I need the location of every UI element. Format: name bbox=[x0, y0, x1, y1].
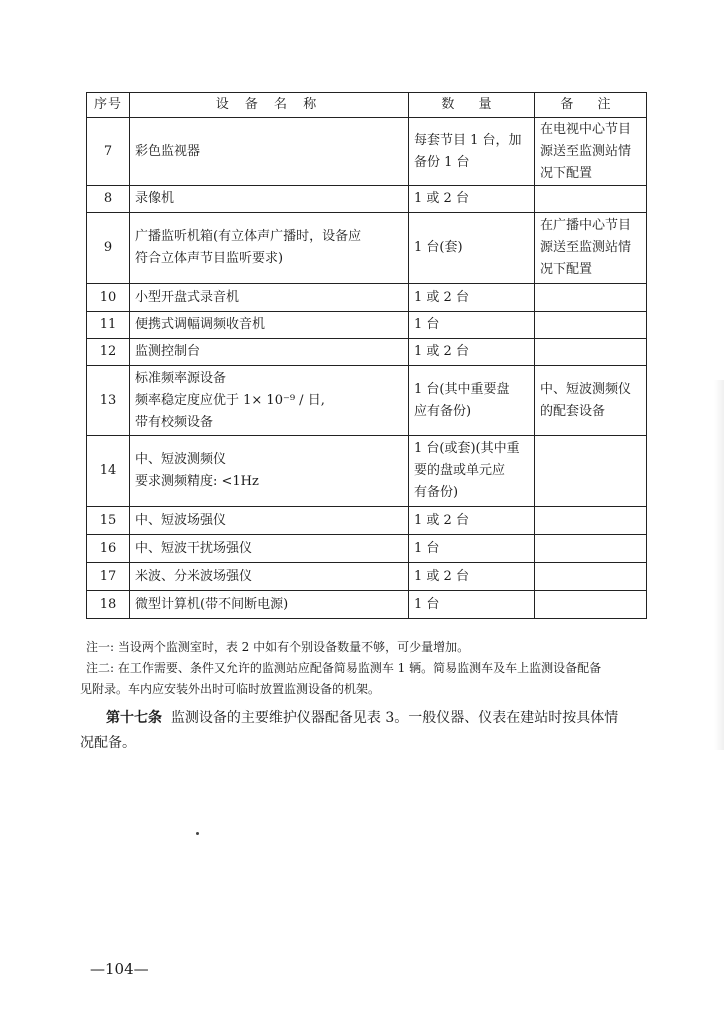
quantity-line: 1 或 2 台 bbox=[414, 289, 469, 305]
row-number: 13 bbox=[87, 366, 130, 436]
table-row bbox=[87, 339, 647, 366]
quantity bbox=[409, 366, 535, 436]
equipment-name bbox=[130, 339, 409, 366]
quantity-line: 1 或 2 台 bbox=[414, 191, 469, 206]
table-row bbox=[87, 507, 647, 535]
article-body: 监测设备的主要维护仪器配备见表 3。一般仪器、仪表在建站时按具体情 bbox=[170, 710, 619, 726]
remark bbox=[535, 186, 647, 213]
table-row bbox=[87, 436, 647, 507]
equipment-name-line: 监测控制台 bbox=[135, 344, 201, 359]
equipment-name-line: 带有校频设备 bbox=[135, 414, 214, 430]
remark-line: 源送至监测站情 bbox=[540, 143, 632, 159]
article-17 bbox=[80, 706, 652, 756]
quantity-line: 1 台(或套)(其中重 bbox=[414, 441, 520, 456]
equipment-name bbox=[130, 366, 409, 436]
equipment-name-line: 广播监听机箱(有立体声广播时，设备应 bbox=[135, 229, 362, 244]
remark bbox=[535, 312, 647, 339]
row-number: 17 bbox=[87, 563, 130, 591]
row-number: 11 bbox=[87, 312, 130, 339]
quantity-line: 1 或 2 台 bbox=[414, 512, 469, 528]
quantity-line: 1 台 bbox=[414, 540, 440, 556]
equipment-name-line: 彩色监视器 bbox=[135, 143, 201, 159]
row-number: 10 bbox=[87, 284, 130, 312]
quantity-line: 每套节目 1 台，加 bbox=[414, 132, 522, 148]
table-row bbox=[87, 535, 647, 563]
quantity-line: 1 台 bbox=[414, 317, 440, 332]
header-name: 设 备 名 称 bbox=[130, 93, 409, 118]
remark bbox=[535, 213, 647, 284]
header-num: 序号 bbox=[87, 93, 130, 118]
equipment-name-line: 标准频率源设备 bbox=[135, 370, 227, 386]
scan-speck bbox=[196, 832, 199, 835]
table-row bbox=[87, 312, 647, 339]
remark-line: 况下配置 bbox=[540, 262, 593, 277]
equipment-name bbox=[130, 436, 409, 507]
remark-line: 的配套设备 bbox=[540, 403, 606, 419]
equipment-name bbox=[130, 591, 409, 619]
row-number: 12 bbox=[87, 339, 130, 366]
table-notes bbox=[80, 637, 652, 700]
equipment-name bbox=[130, 284, 409, 312]
remark bbox=[535, 563, 647, 591]
remark bbox=[535, 339, 647, 366]
table-body bbox=[87, 118, 647, 619]
article-first-line bbox=[86, 706, 652, 731]
table-row bbox=[87, 366, 647, 436]
equipment-name-line: 米波、分米波场强仪 bbox=[135, 568, 253, 584]
article-continuation: 况配备。 bbox=[80, 735, 136, 751]
equipment-name bbox=[130, 118, 409, 186]
row-number: 9 bbox=[87, 213, 130, 284]
quantity bbox=[409, 563, 535, 591]
remark bbox=[535, 591, 647, 619]
note-two-continued: 见附录。车内应安装外出时可临时放置监测设备的机架。 bbox=[80, 682, 381, 696]
equipment-name bbox=[130, 186, 409, 213]
remark bbox=[535, 118, 647, 186]
equipment-name-line: 中、短波测频仪 bbox=[135, 452, 227, 467]
quantity-line: 1 台 bbox=[414, 596, 440, 612]
quantity bbox=[409, 591, 535, 619]
quantity bbox=[409, 312, 535, 339]
remark-line: 况下配置 bbox=[540, 165, 593, 181]
quantity bbox=[409, 535, 535, 563]
equipment-name bbox=[130, 507, 409, 535]
quantity bbox=[409, 507, 535, 535]
remark bbox=[535, 507, 647, 535]
table-row bbox=[87, 213, 647, 284]
equipment-name-line: 微型计算机(带不间断电源) bbox=[135, 596, 289, 612]
row-number: 16 bbox=[87, 535, 130, 563]
table-row bbox=[87, 563, 647, 591]
remark bbox=[535, 284, 647, 312]
quantity bbox=[409, 186, 535, 213]
header-qty: 数 量 bbox=[409, 93, 535, 118]
table-header-row bbox=[87, 93, 647, 118]
quantity-line: 应有备份) bbox=[414, 403, 472, 419]
quantity-line: 1 台(套) bbox=[414, 240, 463, 255]
table-row bbox=[87, 118, 647, 186]
row-number: 18 bbox=[87, 591, 130, 619]
equipment-name-line: 要求测频精度: <1Hz bbox=[135, 474, 259, 489]
row-number: 8 bbox=[87, 186, 130, 213]
equipment-name bbox=[130, 312, 409, 339]
remark-line: 中、短波测频仪 bbox=[540, 381, 632, 397]
table-row bbox=[87, 591, 647, 619]
equipment-table bbox=[86, 92, 647, 619]
row-number: 7 bbox=[87, 118, 130, 186]
quantity-line: 备份 1 台 bbox=[414, 154, 470, 170]
quantity-line: 有备份) bbox=[414, 485, 459, 500]
remark-line: 在电视中心节目 bbox=[540, 121, 632, 137]
equipment-name-line: 频率稳定度应优于 1× 10⁻⁹ / 日, bbox=[135, 392, 325, 408]
equipment-name bbox=[130, 563, 409, 591]
equipment-name-line: 中、短波场强仪 bbox=[135, 512, 227, 528]
remark bbox=[535, 436, 647, 507]
equipment-name-line: 录像机 bbox=[135, 191, 175, 206]
equipment-name-line: 符合立体声节目监听要求) bbox=[135, 251, 284, 266]
quantity-line: 1 或 2 台 bbox=[414, 344, 469, 359]
article-title: 第十七条 bbox=[106, 710, 162, 726]
row-number: 15 bbox=[87, 507, 130, 535]
quantity bbox=[409, 118, 535, 186]
page-number: —104— bbox=[90, 960, 149, 978]
note-one: 注一: 当设两个监测室时，表 2 中如有个别设备数量不够，可少量增加。 bbox=[86, 640, 470, 654]
table-row bbox=[87, 284, 647, 312]
equipment-name-line: 便携式调幅调频收音机 bbox=[135, 317, 266, 332]
remark bbox=[535, 535, 647, 563]
table-row bbox=[87, 186, 647, 213]
note-two: 注二: 在工作需要、条件又允许的监测站应配备简易监测车 1 辆。简易监测车及车上监测设备配备 bbox=[86, 661, 602, 675]
row-number: 14 bbox=[87, 436, 130, 507]
remark-line: 在广播中心节目 bbox=[540, 218, 632, 233]
quantity-line: 1 或 2 台 bbox=[414, 568, 469, 584]
equipment-name-line: 小型开盘式录音机 bbox=[135, 289, 240, 305]
header-note: 备 注 bbox=[535, 93, 647, 118]
quantity bbox=[409, 213, 535, 284]
remark bbox=[535, 366, 647, 436]
equipment-name bbox=[130, 213, 409, 284]
quantity-line: 要的盘或单元应 bbox=[414, 463, 506, 478]
quantity bbox=[409, 284, 535, 312]
equipment-name bbox=[130, 535, 409, 563]
remark-line: 源送至监测站情 bbox=[540, 240, 632, 255]
equipment-name-line: 中、短波干扰场强仪 bbox=[135, 540, 253, 556]
quantity bbox=[409, 339, 535, 366]
scan-edge-shadow bbox=[714, 380, 724, 750]
quantity-line: 1 台(其中重要盘 bbox=[414, 381, 510, 397]
quantity bbox=[409, 436, 535, 507]
